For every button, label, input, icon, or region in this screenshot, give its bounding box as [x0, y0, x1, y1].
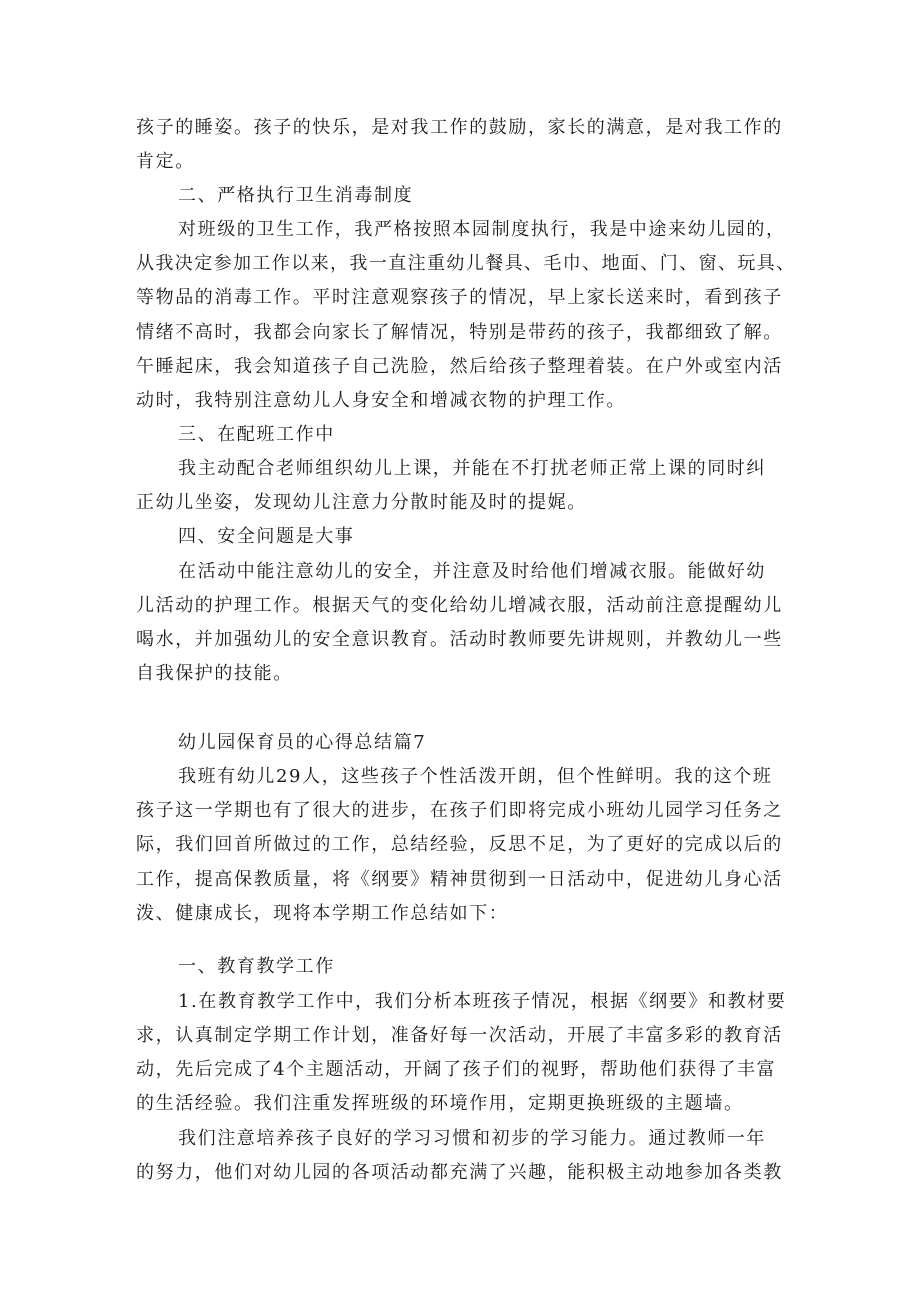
text-line: 泼、健康成长，现将本学期工作总结如下： — [136, 903, 509, 924]
text-line: 孩子的睡姿。孩子的快乐，是对我工作的鼓励，家长的满意，是对我工作的 — [136, 117, 783, 138]
article-title: 幼儿园保育员的心得总结篇7 — [178, 732, 427, 753]
text-line: 正幼儿坐姿，发现幼儿注意力分散时能及时的提娓。 — [136, 492, 587, 513]
text-line: 求，认真制定学期工作计划，准备好每一次活动，开展了丰富多彩的教育活 — [136, 1025, 783, 1046]
text-line: 对班级的卫生工作，我严格按照本园制度执行，我是中途来幼儿园的， — [178, 219, 786, 240]
text-line: 我主动配合老师组织幼儿上课，并能在不打扰老师正常上课的同时纠 — [178, 458, 766, 479]
text-line: 肯定。 — [136, 151, 195, 172]
section-heading: 二、严格执行卫生消毒制度 — [178, 185, 414, 206]
text-line: 我们注意培养孩子良好的学习习惯和初步的学习能力。通过教师一年 — [178, 1128, 766, 1149]
text-line: 午睡起床，我会知道孩子自己洗脸，然后给孩子整理着装。在户外或室内活 — [136, 356, 783, 377]
text-line: 儿活动的护理工作。根据天气的变化给幼儿增减衣服，活动前注意提醒幼儿 — [136, 595, 783, 616]
section-heading: 四、安全问题是大事 — [178, 526, 355, 547]
text-line: 动时，我特别注意幼儿人身安全和增减衣物的护理工作。 — [136, 390, 626, 411]
text-line: 工作，提高保教质量，将《纲要》精神贯彻到一日活动中，促进幼儿身心活 — [136, 869, 783, 890]
text-line: 动，先后完成了4个主题活动，开阔了孩子们的视野，帮助他们获得了丰富 — [136, 1059, 777, 1080]
text-line: 1.在教育教学工作中，我们分析本班孩子情况，根据《纲要》和教材要 — [178, 991, 787, 1012]
text-line: 自我保护的技能。 — [136, 663, 293, 684]
text-line: 等物品的消毒工作。平时注意观察孩子的情况，早上家长送来时，看到孩子 — [136, 287, 783, 308]
text-line: 孩子这一学期也有了很大的进步，在孩子们即将完成小班幼儿园学习任务之 — [136, 800, 783, 821]
text-line: 在活动中能注意幼儿的安全，并注意及时给他们增减衣服。能做好幼 — [178, 561, 766, 582]
text-line: 喝水，并加强幼儿的安全意识教育。活动时教师要先讲规则，并教幼儿一些 — [136, 629, 783, 650]
text-line: 际，我们回首所做过的工作，总结经验，反思不足，为了更好的完成以后的 — [136, 834, 783, 855]
text-line: 情绪不高时，我都会向家长了解情况，特别是带药的孩子，我都细致了解。 — [136, 322, 783, 343]
section-heading: 一、教育教学工作 — [178, 956, 335, 977]
text-line: 的生活经验。我们注重发挥班级的环境作用，定期更换班级的主题墙。 — [136, 1093, 744, 1114]
text-line: 我班有幼儿29人，这些孩子个性活泼开朗，但个性鲜明。我的这个班 — [178, 766, 773, 787]
text-line: 的努力，他们对幼儿园的各项活动都充满了兴趣，能积极主动地参加各类教 — [136, 1162, 783, 1183]
section-heading: 三、在配班工作中 — [178, 424, 335, 445]
text-line: 从我决定参加工作以来，我一直注重幼儿餐具、毛巾、地面、门、窗、玩具、 — [136, 253, 796, 274]
